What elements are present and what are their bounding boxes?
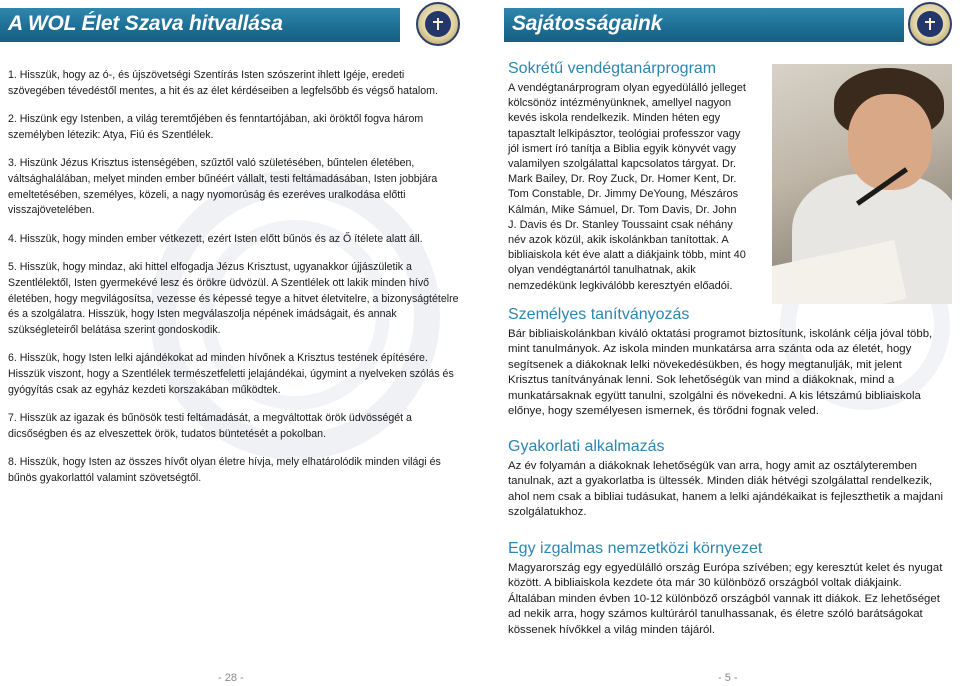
header-bar [0,8,400,42]
section-guest-teachers [508,60,748,294]
creed-item: 7. Hisszük az igazak és bűnösök testi feltámadását, a megváltottak örök üdvösségét a dicsőségben és az elveszettek örök, tudatos büntetését a pokolban. [8,412,412,440]
creed-item: 3. Hiszünk Jézus Krisztus istenségében, szűztől való születésében, bűntelen életében, váltsághalálában, melyet minden ember bűnéért vállalt, testi feltámadásában, Isten jobbjára emeltetésében, személyes, közeli, a nagy nyomorúság és ezeréves uralkodása előtti visszajövetelében. [8,157,438,217]
creed-item: 8. Hisszük, hogy Isten az összes hívőt olyan életre hívja, mely elhatárolódik minden világi és bűnös gyakorlattól valamint szövetségtől. [8,456,441,484]
section-heading: Sokrétű vendégtanárprogram [508,60,717,77]
section-heading: Személyes tanítványozás [508,306,690,323]
creed-item: 5. Hisszük, hogy mindaz, aki hittel elfogadja Jézus Krisztust, ugyanakkor újjászületik a Szentlélektől, Isten gyermekévé lesz és örökre üdvözül. A Szentlélek ott lakik minden hívő életében, hogy megvilágosítsa, vezesse és képessé tegye a hitvet életvitelre, a bizonyságtételre és a szolgálatra. Hisszük, hogy Isten megválaszolja népének imádságait, és annak szükségleteiről belátása szerint gondoskodik. [8,261,459,336]
creed-list [8,68,464,499]
page-title: A WOL Élet Szava hitvallása [8,12,283,35]
page-number: - 28 - [218,672,244,684]
page-number: - 5 - [718,672,738,684]
page-title: Sajátosságaink [512,12,663,35]
section-body: Bár bibliaiskolánkban kiváló oktatási programot biztosítunk, iskolánk célja jóval több, mint tanulmányok. Az iskola minden munkatársa arra szánta oda az életét, hogy segítsenek a diákoknak lelki növekedésükben, és hogy megtanulják, mit jelent Krisztus tanítványának lenni. Sok lehetőségük van mind a diákoknak, mind a munkatársaknak együtt tanulni, szolgálni és növekedni. A kis létszámú bibliaiskola előnye, hogy személyesen ismernek, és törődni fognak veled. [508,328,933,418]
word-of-life-emblem-icon [416,2,460,46]
section-discipleship [508,306,944,419]
student-reading-photo [772,64,952,304]
header-bar [504,8,904,42]
section-body: Magyarország egy egyedülálló ország Európa szívében; egy keresztút kelet és nyugat között. A bibliaiskola kezdete óta már 30 különböző országból voltak diákjaink. Általában minden évben 10-12 különböző országból vannak itt diákok. Ez lehetőséget ad nekik arra, hogy számos kultúráról tanulhassanak, és életre szóló barátságokat kössenek hívőkkel a világ minden tájáról. [508,562,943,636]
section-heading: Egy izgalmas nemzetközi környezet [508,540,763,557]
section-body: Az év folyamán a diákoknak lehetőségük van arra, hogy amit az osztályteremben tanulnak, azt a gyakorlatba is ültessék. Minden diák hétvégi szolgálattal rendelkezik, ahol nem csak a bibliai tudásukat, hanem a lelki ajándékaikat is fejleszthetik a majdani szolgálatukhoz. [508,460,943,519]
section-heading: Gyakorlati alkalmazás [508,438,665,455]
creed-item: 1. Hisszük, hogy az ó-, és újszövetségi Szentírás Isten szószerint ihlett Igéje, eredeti szövegében tévedéstől mentes, a hit és az élet kérdéseiben a legfelsőbb és végső hatalom. [8,69,438,97]
creed-item: 4. Hisszük, hogy minden ember vétkezett, ezért Isten előtt bűnös és az Ő ítélete alatt áll. [8,232,423,245]
right-page [480,0,960,686]
section-body: A vendégtanárprogram olyan egyedülálló jelleget kölcsönöz intézményünknek, amellyel nagyon kevés iskola rendelkezik. Minden héten egy tapasztalt lelkipásztor, teológiai professzor vagy jól ismert író tanítja a Biblia egyik könyvét vagy valamilyen szolgálattal kapcsolatos tárgyat. Dr. Mark Bailey, Dr. Roy Zuck, Dr. Homer Kent, Dr. Tom Constable, Dr. Jimmy DeYoung, Mészáros Kálmán, Mike Sámuel, Dr. Tom Davis, Dr. John J. Davis és Dr. Stanley Toussaint csak néhány név azok közül, akik iskolánkban tanítottak. A bibliaiskola két éve alatt a diákjaink több, mint 40 olyan vendégtanártól tanulhatnak, akik nemzedékünk legkiválóbb keresztyén előadói. [508,82,746,292]
creed-item: 6. Hisszük, hogy Isten lelki ajándékokat ad minden hívőnek a Krisztus testének építésére. Hisszük viszont, hogy a Szentlélek természetfeletti jelajándékai, úgymint a nyelveken szólás és gyógyítás csak az egyház kezdeti korszakában működtek. [8,352,454,396]
creed-item: 2. Hiszünk egy Istenben, a világ teremtőjében és fenntartójában, aki öröktől fogva három személyben létezik: Atya, Fiú és Szentlélek. [8,113,424,141]
word-of-life-emblem-icon [908,2,952,46]
section-practical [508,438,944,521]
section-international [508,540,944,638]
